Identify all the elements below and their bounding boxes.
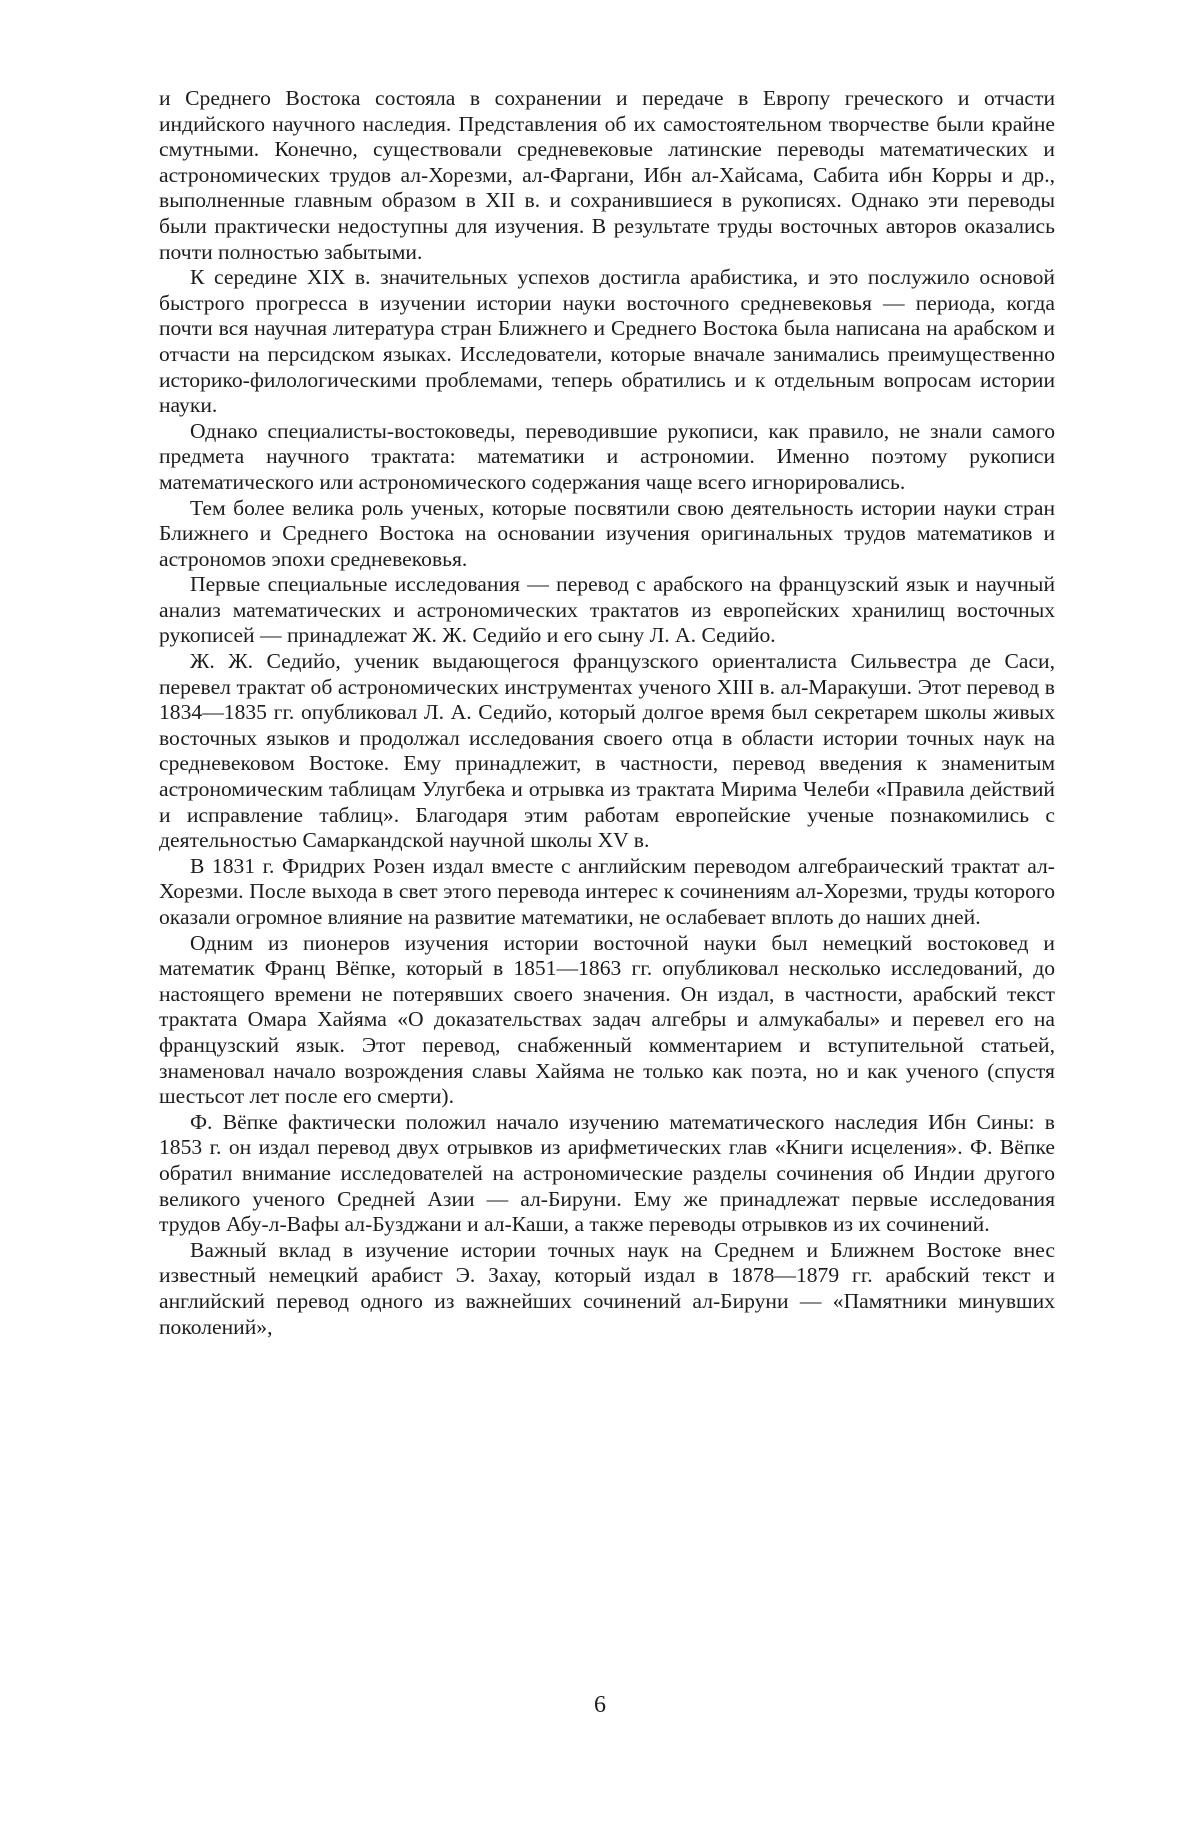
paragraph-7: В 1831 г. Фридрих Розен издал вместе с английским переводом алгебраический трактат ал-Хорезми. После выхода в свет этого перевода интерес к сочинениям ал-Хорезми, труды которого оказали огромное влияние на развитие математики, не ослабевает вплоть до наших дней.	[159, 853, 1055, 929]
paragraph-6: Ж. Ж. Седийо, ученик выдающегося французского ориенталиста Сильвестра де Саси, перевел трактат об астрономических инструментах ученого XIII в. ал-Маракуши. Этот перевод в 1834—1835 гг. опубликовал Л. А. Седийо, который долгое время был секретарем школы живых восточных языков и продолжал исследования своего отца в области истории точных наук на средневековом Востоке. Ему принадлежит, в частности, перевод введения к знаменитым астрономическим таблицам Улугбека и отрывка из трактата Мирима Челеби «Правила действий и исправление таблиц». Благодаря этим работам европейские ученые познакомились с деятельностью Самаркандской научной школы XV в.	[159, 649, 1055, 853]
paragraph-4: Тем более велика роль ученых, которые посвятили свою деятельность истории науки стран Ближнего и Среднего Востока на основании изучения оригинальных трудов математиков и астрономов эпохи средневековья.	[159, 495, 1055, 571]
paragraph-1: и Среднего Востока состояла в сохранении и передаче в Европу греческого и отчасти индийского научного наследия. Представления об их самостоятельном творчестве были крайне смутными. Конечно, существовали средневековые латинские переводы математических и астрономических трудов ал-Хорезми, ал-Фаргани, Ибн ал-Хайсама, Сабита ибн Корры и др., выполненные главным образом в XII в. и сохранившиеся в рукописях. Однако эти переводы были практически недоступны для изучения. В результате труды восточных авторов оказались почти полностью забытыми.	[159, 86, 1055, 264]
paragraph-8: Одним из пионеров изучения истории восточной науки был немецкий востоковед и математик Франц Вёпке, который в 1851—1863 гг. опубликовал несколько исследований, до настоящего времени не потерявших своего значения. Он издал, в частности, арабский текст трактата Омара Хайяма «О доказательствах задач алгебры и алмукабалы» и перевел его на французский язык. Этот перевод, снабженный комментарием и вступительной статьей, знаменовал начало возрождения славы Хайяма не только как поэта, но и как ученого (спустя шестьсот лет после его смерти).	[159, 930, 1055, 1109]
page-number: 6	[594, 1692, 606, 1718]
paragraph-10: Важный вклад в изучение истории точных наук на Среднем и Ближнем Востоке внес известный немецкий арабист Э. Захау, который издал в 1878—1879 гг. арабский текст и английский перевод одного из важнейших сочинений ал-Бируни — «Памятники минувших поколений»,	[159, 1237, 1055, 1339]
paragraph-2: К середине XIX в. значительных успехов достигла арабистика, и это послужило основой быстрого прогресса в изучении истории науки восточного средневековья — периода, когда почти вся научная литература стран Ближнего и Среднего Востока была написана на арабском и отчасти на персидском языках. Исследователи, которые вначале занимались преимущественно историко-филологическими проблемами, теперь обратились и к отдельным вопросам истории науки.	[159, 265, 1055, 418]
paragraph-5: Первые специальные исследования — перевод с арабского на французский язык и научный анализ математических и астрономических трактатов из европейских хранилищ восточных рукописей — принадлежат Ж. Ж. Седийо и его сыну Л. А. Седийо.	[159, 572, 1055, 648]
paragraph-9: Ф. Вёпке фактически положил начало изучению математического наследия Ибн Сины: в 1853 г. он издал перевод двух отрывков из арифметических глав «Книги исцеления». Ф. Вёпке обратил внимание исследователей на астрономические разделы сочинения об Индии другого великого ученого Средней Азии — ал-Бируни. Ему же принадлежат первые исследования трудов Абу-л-Вафы ал-Бузджани и ал-Каши, а также переводы отрывков из их сочинений.	[159, 1109, 1055, 1237]
paragraph-3: Однако специалисты-востоковеды, переводившие рукописи, как правило, не знали самого предмета научного трактата: математики и астрономии. Именно поэтому рукописи математического или астрономического содержания чаще всего игнорировались.	[159, 418, 1055, 494]
page-body	[159, 86, 1055, 1340]
